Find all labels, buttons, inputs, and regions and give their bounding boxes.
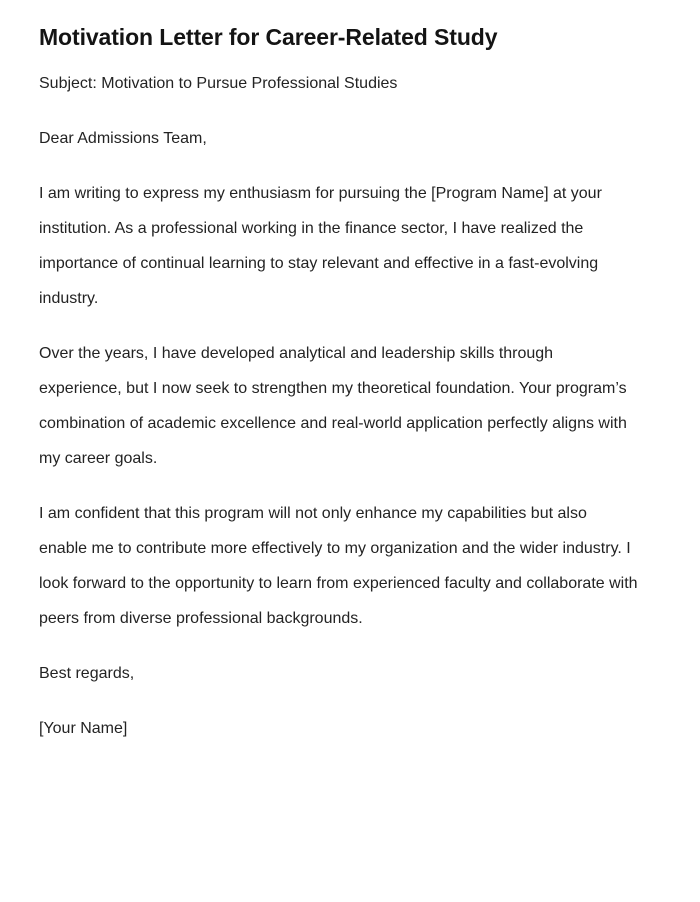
body-paragraph-1: I am writing to express my enthusiasm for pursuing the [Program Name] at your institution. As a professional working in the finance sector, I have realized the importance of continual learning to stay relevant and effective in a fast-evolving industry. — [39, 185, 602, 307]
subject-line: Subject: Motivation to Pursue Professional Studies — [39, 75, 398, 92]
letter-body — [39, 66, 639, 746]
body-paragraph-2: Over the years, I have developed analytical and leadership skills through experience, but I now seek to strengthen my theoretical foundation. Your program’s combination of academic excellence and real-world application perfectly aligns with my career goals. — [39, 345, 627, 467]
salutation: Dear Admissions Team, — [39, 130, 207, 147]
page-title: Motivation Letter for Career-Related Study — [39, 24, 498, 50]
body-paragraph-3: I am confident that this program will not only enhance my capabilities but also enable me to contribute more effectively to my organization and the wider industry. I look forward to the opportunity to learn from experienced faculty and collaborate with peers from diverse professional backgrounds. — [39, 505, 638, 627]
closing-line: Best regards, — [39, 665, 135, 682]
signature-placeholder: [Your Name] — [39, 720, 128, 737]
